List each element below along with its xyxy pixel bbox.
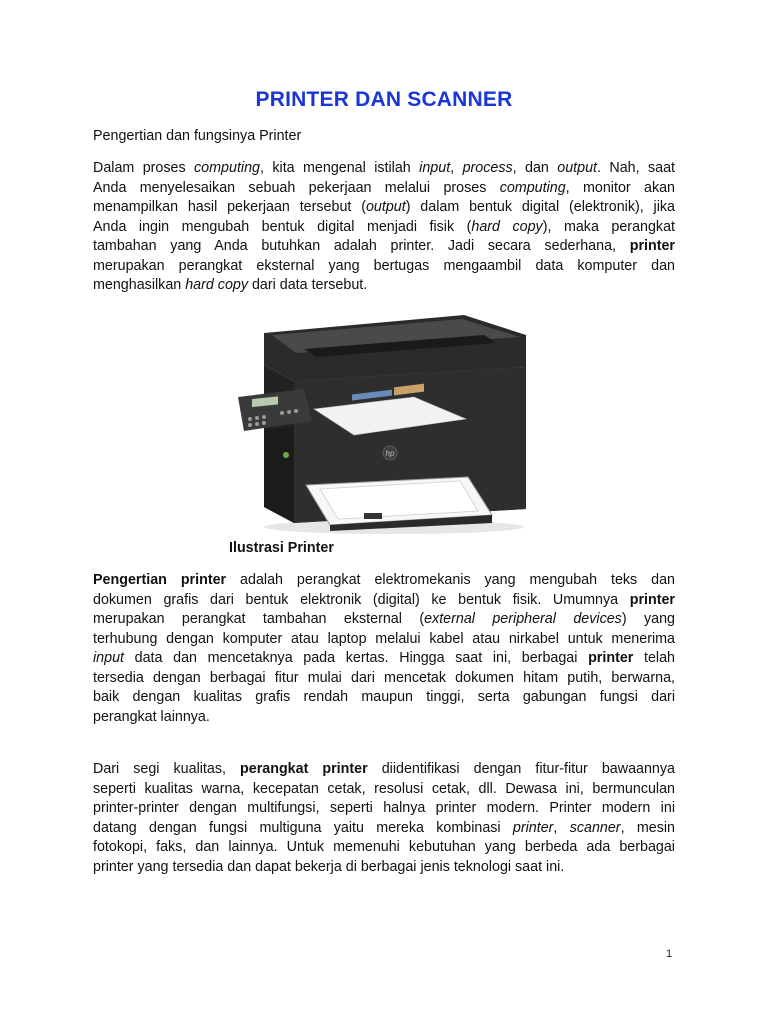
section-subheading: Pengertian dan fungsinya Printer [93, 128, 302, 144]
text-line: perangkat lainnya. [93, 708, 210, 725]
text-line: Anda ingin mengubah bentuk digital menjadi fisik (hard copy), maka perangkat [93, 218, 675, 235]
brand-logo: hp [385, 449, 395, 458]
text-line: tersedia dengan berbagai fitur mulai dari mencetak dokumen hitam putih, berwarna, [93, 669, 675, 686]
text-line: printer-printer dengan multifungsi, seperti halnya printer modern. Printer modern ini [93, 800, 675, 816]
text-line: Dari segi kualitas, perangkat printer diidentifikasi dengan fitur-fitur bawaannya [93, 761, 675, 777]
text-line: menghasilkan hard copy dari data tersebut. [93, 277, 368, 293]
text-line: Pengertian printer adalah perangkat elektromekanis yang mengubah teks dan [93, 572, 675, 588]
text-line: printer yang tersedia dan dapat bekerja di berbagai jenis teknologi saat ini. [93, 858, 565, 875]
text-line: menampilkan hasil pekerjaan tersebut (output) dalam bentuk digital (elektronik), jika [93, 199, 675, 215]
paragraph-definition [93, 571, 675, 727]
text-line: seperti kualitas warna, kecepatan cetak, resolusi cetak, dll. Dewasa ini, bermunculan [93, 780, 675, 797]
text-line: input data dan mencetaknya pada kertas. Hingga saat ini, berbagai printer telah [93, 650, 675, 666]
figure-caption: Ilustrasi Printer [229, 540, 334, 556]
text-line: terhubung dengan komputer atau laptop melalui kabel atau nirkabel untuk menerima [93, 630, 675, 647]
text-line: baik dengan kualitas grafis rendah maupun tinggi, serta gabungan fungsi dari [93, 689, 675, 705]
text-line: datang dengan fungsi multiguna yaitu mereka kombinasi printer, scanner, mesin [93, 819, 675, 836]
paragraph-quality [93, 760, 675, 877]
page-title: PRINTER DAN SCANNER [255, 88, 513, 111]
printer-illustration [234, 309, 540, 537]
text-line: tambahan yang Anda butuhkan adalah printer. Jadi secara sederhana, printer [93, 238, 675, 254]
page-number: 1 [666, 948, 673, 960]
text-line: dokumen grafis dari bentuk elektronik (digital) ke bentuk fisik. Umumnya printer [93, 591, 675, 608]
text-line: fotokopi, faks, dan lainnya. Untuk memenuhi kebutuhan yang berbeda ada berbagai [93, 839, 675, 855]
text-line: merupakan perangkat eksternal yang bertugas mengaambil data komputer dan [93, 257, 675, 274]
paragraph-intro [93, 159, 675, 296]
text-line: merupakan perangkat tambahan eksternal (external peripheral devices) yang [93, 611, 675, 627]
text-line: Anda menyelesaikan sebuah pekerjaan melalui proses computing, monitor akan [93, 179, 675, 196]
text-line: Dalam proses computing, kita mengenal istilah input, process, dan output. Nah, saat [93, 160, 675, 176]
